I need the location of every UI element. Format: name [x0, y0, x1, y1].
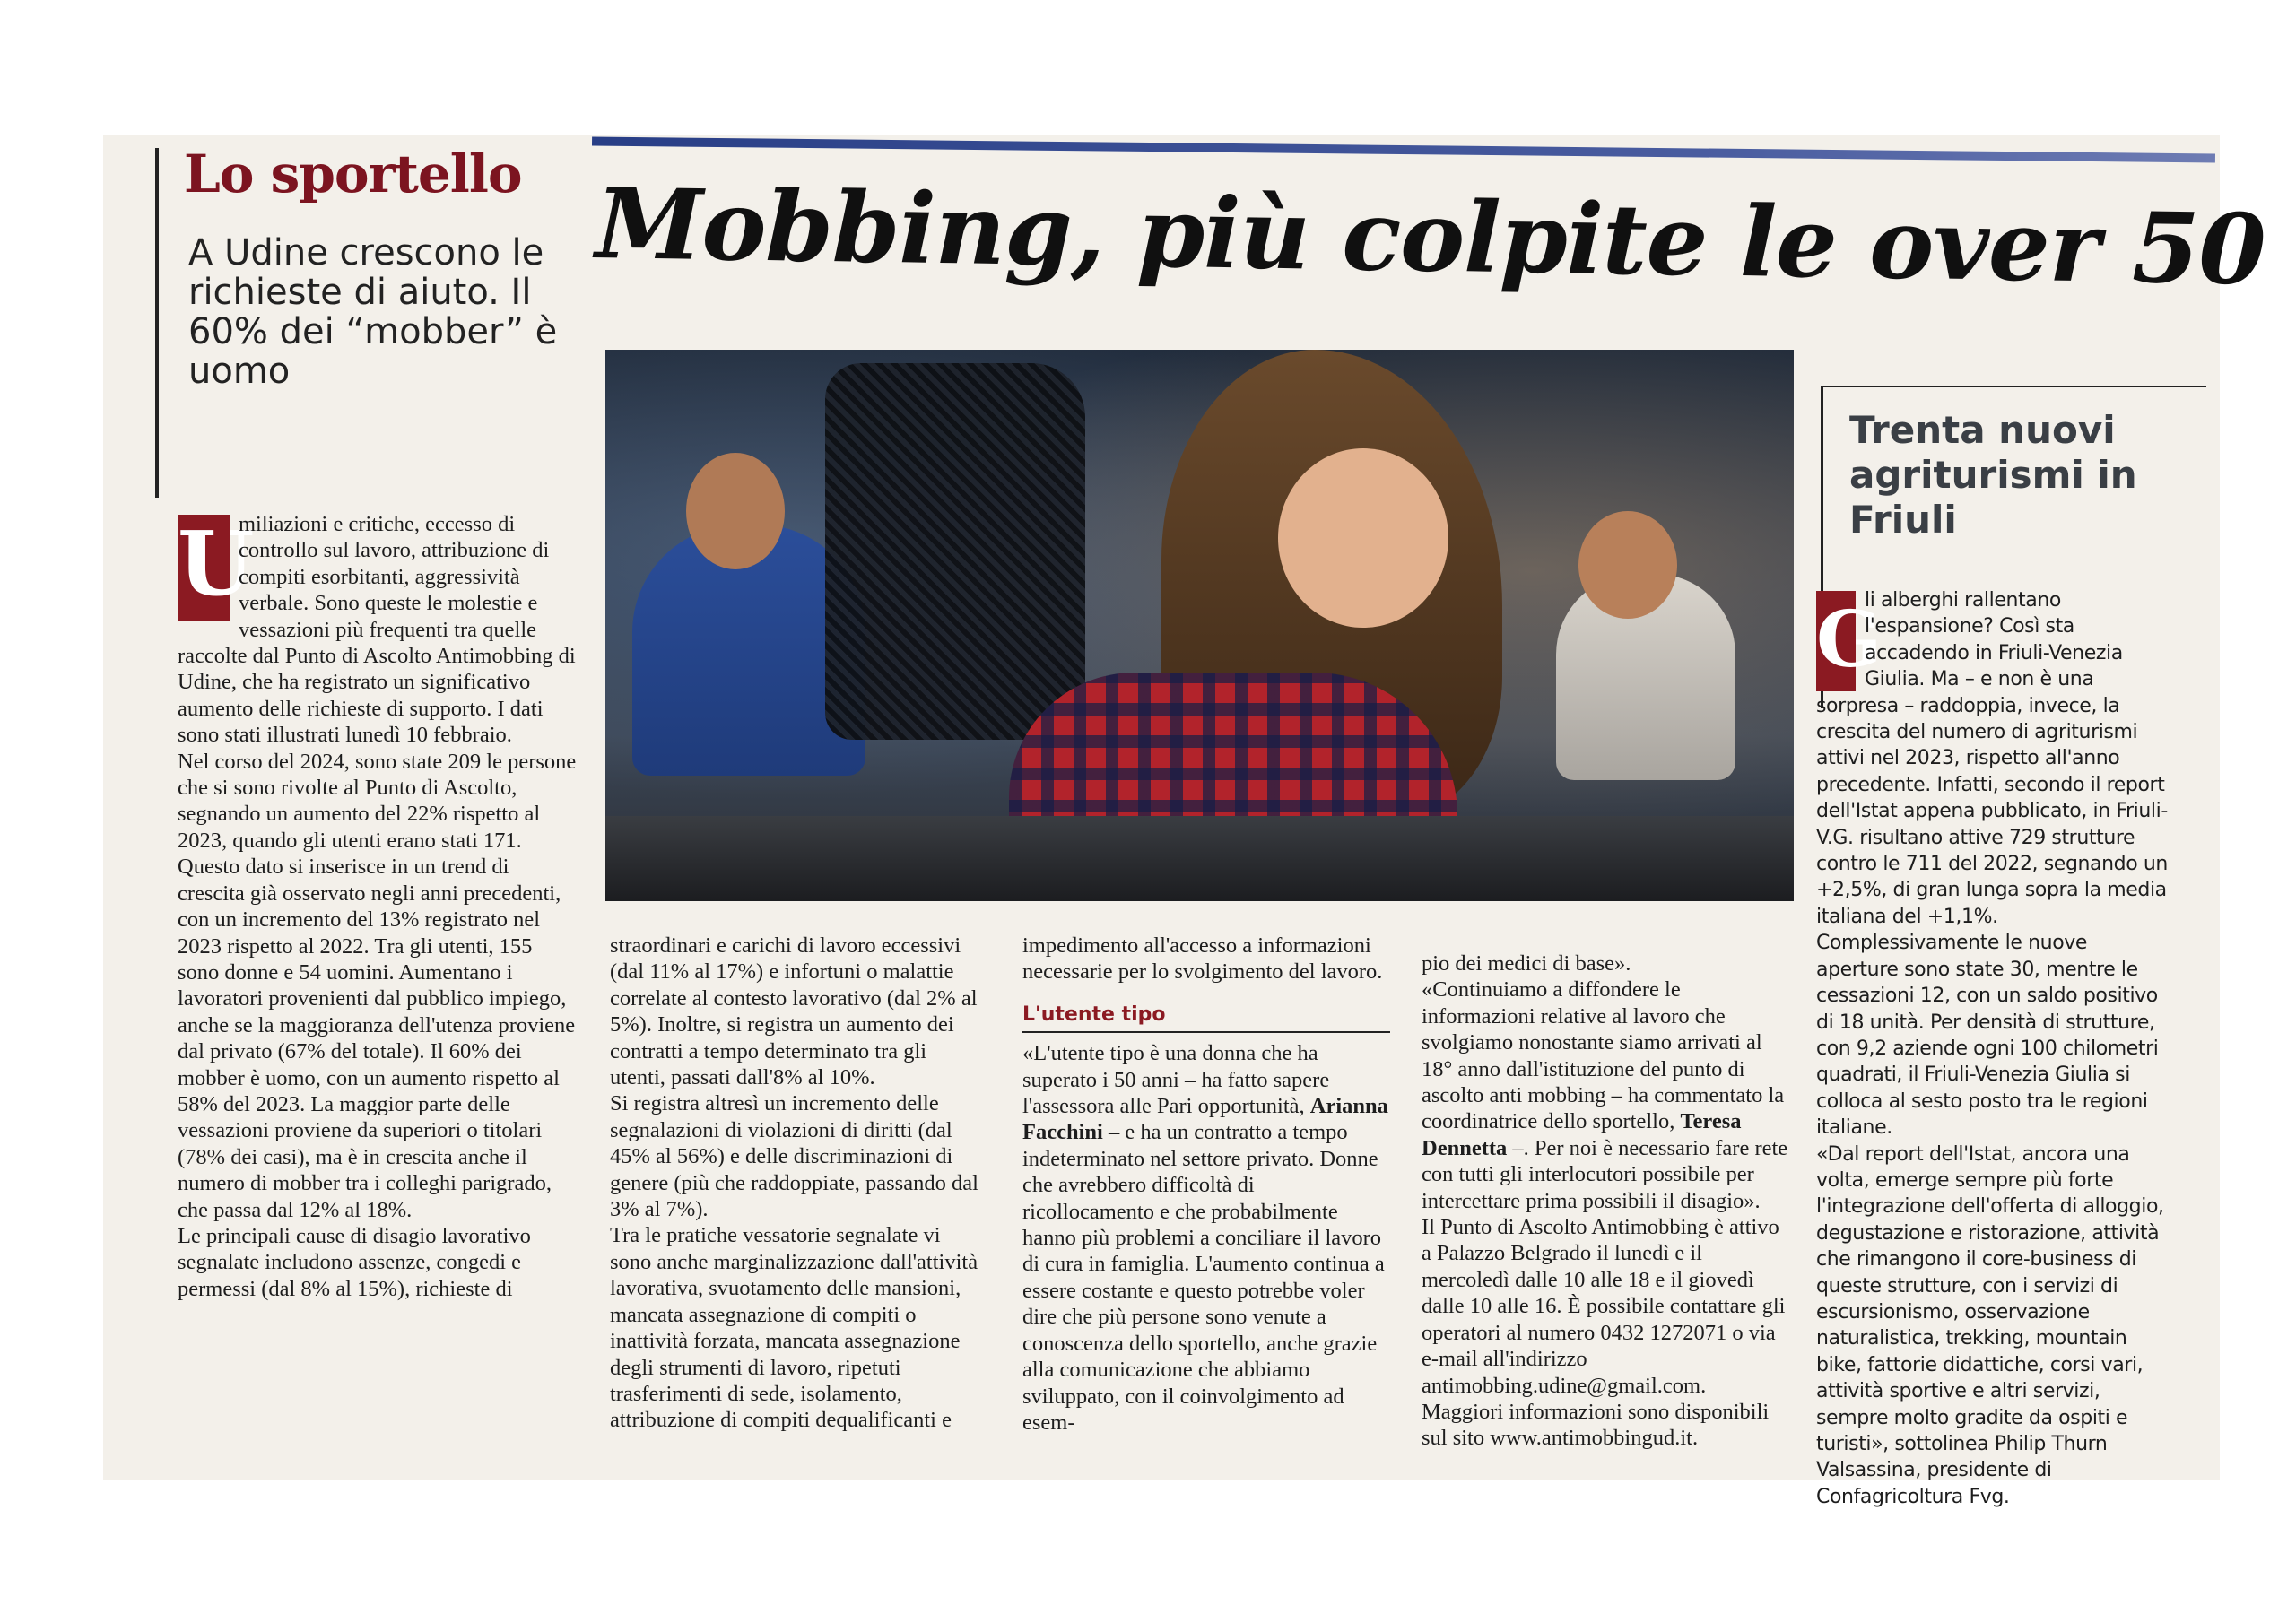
article-column-1 [178, 511, 577, 1302]
quote-text: – e ha un contratto a tempo indeterminato nel settore privato. Donne che avrebbero difficoltà di ricollocamento e che probabilmente hanno più problemi a conciliare il lavoro di cura in famiglia. L'aumento continua a essere costante e questo potrebbe voler dire che più persone sono venute a conoscenza dello sportello, anche grazie alla comunicazione che abbiamo sviluppato, con il coinvolgimento ad esem- [1022, 1120, 1385, 1435]
section-kicker: Lo sportello [184, 143, 522, 204]
person-name: Arianna Facchini [1022, 1094, 1388, 1145]
quote-text: «Continuiamo a diffondere le informazioni relative al lavoro che svolgiamo nonostante siamo arrivati al 18° anno dall'istituzione del punto di ascolto anti mobbing – ha commentato la coordinatrice dello sportello, [1422, 977, 1785, 1134]
article-paragraph [1422, 976, 1789, 1214]
sidebar-paragraph: li alberghi rallentano l'espansione? Così sta accadendo in Friuli-Venezia Giulia. Ma – e non è una sorpresa – raddoppia, invece, la crescita del numero di agriturismi attivi nel 2023, rispetto all'anno precedente. Infatti, secondo il report dell'Istat appena pubblicato, in Friuli-V.G. risultano attive 729 strutture contro le 711 del 2022, segnando un +2,5%, di gran lunga sopra la media italiana del +1,1%. Complessivamente le nuove aperture sono state 30, mentre le cessazioni 12, con un saldo positivo di 18 unità. Per densità di strutture, con 9,2 aziende ogni 100 chilometri quadrati, il Friuli-Venezia Giulia si colloca al sesto posto tra le regioni italiane. [1816, 589, 2168, 1140]
sidebar-title: Trenta nuovi agriturismi in Friuli [1849, 408, 2137, 542]
article-photo [605, 350, 1794, 901]
sidebar-dropcap: G [1816, 591, 1856, 691]
article-column-3 [1022, 933, 1390, 1436]
article-paragraph [1022, 1040, 1390, 1436]
article-paragraph: pio dei medici di base». [1422, 951, 1631, 976]
article-column-2 [610, 933, 987, 1434]
article-paragraph: impedimento all'accesso a informazioni necessarie per lo svolgimento del lavoro. [1022, 933, 1383, 985]
article-column-4 [1422, 950, 1789, 1452]
sidebar-top-rule [1821, 386, 2206, 387]
headline: Mobbing, più colpite le over 50 [595, 168, 2266, 308]
article-paragraph: Nel corso del 2024, sono state 209 le persone che si sono rivolte al Punto di Ascolto, segnando un aumento del 22% rispetto al 2023, quando gli utenti erano stati 171. Questo dato si inserisce in un trend di crescita già osservato negli anni precedenti, con un incremento del 13% registrato nel 2023 rispetto al 2022. Tra gli utenti, 155 sono donne e 54 uomini. Aumentano i lavoratori provenienti dal pubblico impiego, anche se la maggioranza dell'utenza proviene dal privato (67% del totale). Il 60% dei mobber è uomo, con un aumento rispetto al 58% del 2023. La maggior parte delle vessazioni proviene da superiori o titolari (78% dei casi), ma è in crescita anche il numero di mobber tra i colleghi parigrado, che passa dal 12% al 18%. [178, 749, 577, 1222]
sidebar-column [1816, 587, 2175, 1510]
article-paragraph: Le principali cause di disagio lavorativo segnalate includono assenze, congedi e permessi (dal 8% al 15%), richieste di [178, 1223, 531, 1301]
article-paragraph: Il Punto di Ascolto Antimobbing è attivo a Palazzo Belgrado il lunedì e il mercoledì dalle 10 alle 18 e il giovedì dalle 10 alle 16. È possibile contattare gli operatori al numero 0432 1272071 o via e-mail all'indirizzo antimobbing.udine@gmail.com. Maggiori informazioni sono disponibili sul sito www.antimobbingud.it. [1422, 1215, 1786, 1451]
kicker-rule [155, 148, 159, 498]
person-name: Teresa Dennetta [1422, 1109, 1742, 1160]
quote-text: «L'utente tipo è una donna che ha superato i 50 anni – ha fatto sapere l'assessora alle Pari opportunità, [1022, 1041, 1330, 1119]
subheadline: A Udine crescono le richieste di aiuto. Il 60% dei “mobber” è uomo [188, 232, 558, 392]
sidebar-paragraph: «Dal report dell'Istat, ancora una volta, emerge sempre più forte l'integrazione dell'offerta di alloggio, degustazione e ristorazione, attività che rimangono il core-business di queste strutture, con i servizi di escursionismo, osservazione naturalistica, trekking, mountain bike, fattorie didattiche, corsi vari, attività sportive e altri servizi, sempre molto gradite da ospiti e turisti», sottolinea Philip Thurn Valsassina, presidente di Confagricoltura Fvg. [1816, 1142, 2164, 1508]
section-subhead: L'utente tipo [1022, 1002, 1390, 1033]
article-paragraph: Tra le pratiche vessatorie segnalate vi sono anche marginalizzazione dall'attività lavorativa, svuotamento delle mansioni, mancata assegnazione di compiti o inattività forzata, mancata assegnazione degli strumenti di lavoro, ripetuti trasferimenti di sede, isolamento, attribuzione di compiti dequalificanti e [610, 1223, 978, 1433]
article-dropcap: U [178, 515, 230, 621]
article-paragraph: miliazioni e critiche, eccesso di controllo sul lavoro, attribuzione di compiti esorbitanti, aggressività verbale. Sono queste le molestie e vessazioni più frequenti tra quelle raccolte dal Punto di Ascolto Antimobbing di Udine, che ha registrato un significativo aumento delle richieste di supporto. I dati sono stati illustrati lunedì 10 febbraio. [178, 512, 576, 748]
article-paragraph: straordinari e carichi di lavoro eccessivi (dal 11% al 17%) e infortuni o malattie correlate al contesto lavorativo (dal 2% al 5%). Inoltre, si registra un aumento dei contratti a tempo determinato tra gli utenti, passati dall'8% al 10%. [610, 933, 978, 1090]
quote-text: –. Per noi è necessario fare rete con tutti gli interlocutori possibile per intercettare prima possibili il disagio». [1422, 1135, 1788, 1213]
article-paragraph: Si registra altresì un incremento delle segnalazioni di violazioni di diritti (dal 45% al 56%) e delle discriminazioni di genere (più che raddoppiate, passando dal 3% al 7%). [610, 1091, 978, 1222]
